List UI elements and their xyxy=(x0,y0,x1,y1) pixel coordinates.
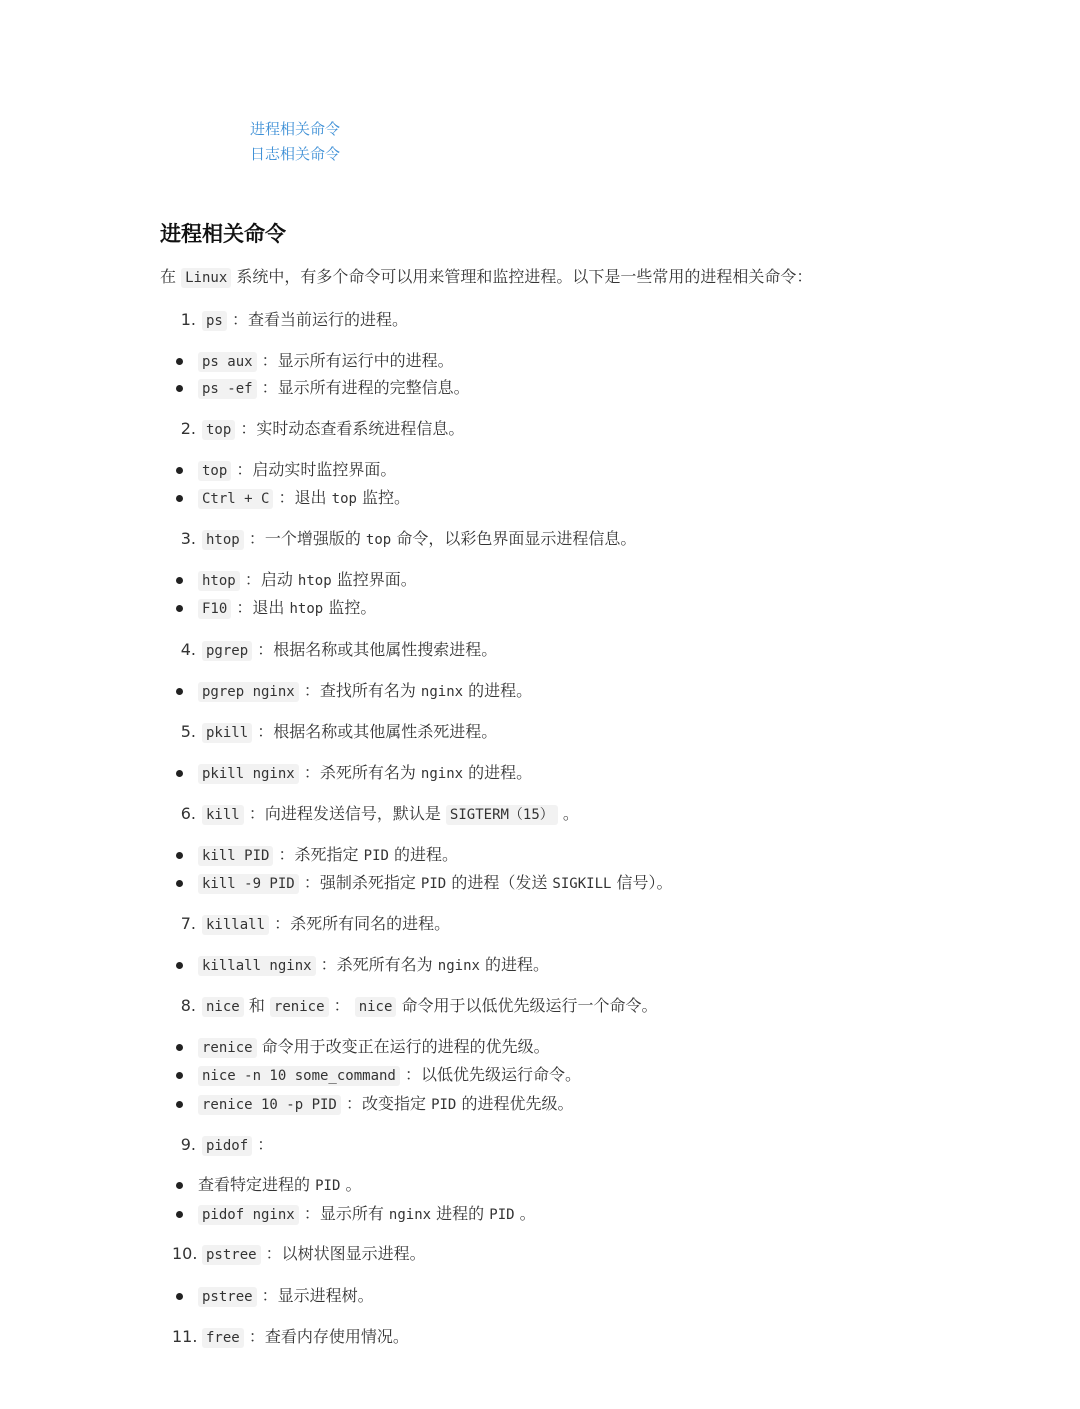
inline-code: free xyxy=(202,1328,244,1348)
bullet-icon xyxy=(176,605,183,612)
inline-code: pstree xyxy=(198,1287,257,1307)
bullet-icon xyxy=(176,880,183,887)
bullet-icon xyxy=(176,385,183,392)
inline-code: Ctrl + C xyxy=(198,489,273,509)
inline-mono: nginx xyxy=(437,958,480,974)
toc-link-process-commands[interactable]: 进程相关命令 xyxy=(250,120,341,138)
bullet-item xyxy=(198,1173,362,1198)
item-description: 命令，以彩色界面显示进程信息。 xyxy=(396,529,637,548)
item-number: 5. xyxy=(180,722,196,741)
inline-code: nice -n 10 some_command xyxy=(198,1066,400,1086)
inline-mono: htop xyxy=(297,573,332,589)
item-description: ：强制杀死指定 xyxy=(303,873,416,892)
numbered-item xyxy=(172,802,579,827)
inline-code: ps xyxy=(202,311,227,331)
numbered-item xyxy=(172,417,464,442)
inline-code: htop xyxy=(198,571,240,591)
numbered-item xyxy=(172,720,497,745)
item-description: ：退出 xyxy=(278,488,327,507)
bullet-icon xyxy=(176,770,183,777)
bullet-item xyxy=(198,1284,374,1309)
bullet-item xyxy=(198,1035,550,1060)
item-description: 的进程优先级。 xyxy=(461,1094,574,1113)
bullet-item xyxy=(198,596,376,621)
bullet-item xyxy=(198,349,454,374)
inline-mono: SIGKILL xyxy=(552,876,612,892)
inline-code: top xyxy=(198,461,231,481)
inline-code: nice xyxy=(355,997,397,1017)
numbered-item xyxy=(172,994,658,1019)
item-description: 命令用于改变正在运行的进程的优先级。 xyxy=(261,1037,550,1056)
item-description: 进程的 xyxy=(436,1204,485,1223)
inline-code: SIGTERM（15） xyxy=(446,805,558,825)
bullet-item xyxy=(198,486,410,511)
bullet-icon xyxy=(176,1211,183,1218)
item-description: ：查找所有名为 xyxy=(303,681,416,700)
item-description: 信号）。 xyxy=(616,873,673,892)
inline-mono: nginx xyxy=(388,1207,432,1223)
inline-code: htop xyxy=(202,530,244,550)
item-description: 的进程。 xyxy=(485,955,550,974)
bullet-item xyxy=(198,679,532,704)
item-number: 7. xyxy=(180,914,196,933)
bullet-icon xyxy=(176,577,183,584)
item-description: ：杀死所有名为 xyxy=(303,763,416,782)
item-description: ：显示进程树。 xyxy=(261,1286,374,1305)
inline-code: ps aux xyxy=(198,352,257,372)
bullet-icon xyxy=(176,1293,183,1300)
item-number: 4. xyxy=(180,640,196,659)
item-description: ：杀死所有名为 xyxy=(320,955,433,974)
item-description: 的进程。 xyxy=(468,681,533,700)
item-description: ：杀死指定 xyxy=(278,845,359,864)
item-description: 监控。 xyxy=(362,488,411,507)
inline-mono: nginx xyxy=(420,684,464,700)
bullet-item xyxy=(198,761,532,786)
item-description: ：查看内存使用情况。 xyxy=(248,1327,409,1346)
inline-code: pidof nginx xyxy=(198,1205,299,1225)
bullet-item xyxy=(198,1063,581,1088)
item-number: 6. xyxy=(180,804,196,823)
item-description: 。 xyxy=(519,1204,536,1223)
table-of-contents xyxy=(250,117,340,167)
item-description: ：向进程发送信号，默认是 xyxy=(248,804,441,823)
inline-code: renice 10 -p PID xyxy=(198,1095,341,1115)
inline-code: top xyxy=(202,420,235,440)
item-description: ：显示所有 xyxy=(303,1204,384,1223)
bullet-icon xyxy=(176,852,183,859)
bullet-icon xyxy=(176,962,183,969)
item-description: 和 xyxy=(248,996,265,1015)
item-description: ：以树状图显示进程。 xyxy=(265,1244,426,1263)
toc-link-log-commands[interactable]: 日志相关命令 xyxy=(250,145,341,163)
inline-code: pgrep xyxy=(202,641,252,661)
intro-inline-code: Linux xyxy=(181,268,231,288)
intro-text-pre: 在 xyxy=(160,267,177,286)
bullet-icon xyxy=(176,1072,183,1079)
item-description: ：根据名称或其他属性搜索进程。 xyxy=(257,640,498,659)
item-number: 1. xyxy=(180,310,196,329)
item-description: 的进程（发送 xyxy=(451,873,548,892)
item-description: 。 xyxy=(562,804,579,823)
intro-paragraph xyxy=(160,265,812,290)
numbered-item xyxy=(172,1133,273,1158)
item-number: 11. xyxy=(172,1327,198,1346)
bullet-icon xyxy=(176,1044,183,1051)
item-number: 2. xyxy=(180,419,196,438)
numbered-item xyxy=(172,1325,409,1350)
bullet-icon xyxy=(176,467,183,474)
item-description: ：实时动态查看系统进程信息。 xyxy=(240,419,465,438)
item-description: 命令用于以低优先级运行一个命令。 xyxy=(401,996,658,1015)
item-description: ：启动 xyxy=(244,570,293,589)
inline-code: killall nginx xyxy=(198,956,316,976)
item-description: ：杀死所有同名的进程。 xyxy=(274,914,451,933)
item-description: 监控。 xyxy=(328,598,377,617)
inline-mono: PID xyxy=(489,1207,515,1223)
inline-code: kill PID xyxy=(198,846,273,866)
bullet-item xyxy=(198,376,470,401)
bullet-item xyxy=(198,871,673,896)
item-description: ：根据名称或其他属性杀死进程。 xyxy=(257,722,498,741)
bullet-icon xyxy=(176,1101,183,1108)
item-number: 3. xyxy=(180,529,196,548)
item-description: 的进程。 xyxy=(394,845,459,864)
item-description: ：启动实时监控界面。 xyxy=(236,460,397,479)
item-description: 监控界面。 xyxy=(336,570,417,589)
inline-code: pgrep nginx xyxy=(198,682,299,702)
bullet-item xyxy=(198,458,396,483)
inline-mono: top xyxy=(331,491,357,507)
numbered-item xyxy=(172,1242,426,1267)
bullet-item xyxy=(198,1202,536,1227)
inline-code: ps -ef xyxy=(198,379,257,399)
bullet-icon xyxy=(176,1182,183,1189)
item-number: 9. xyxy=(180,1135,196,1154)
item-description: ：以低优先级运行命令。 xyxy=(404,1065,581,1084)
item-description: ： xyxy=(257,1135,274,1154)
inline-code: pidof xyxy=(202,1136,252,1156)
item-description: ： xyxy=(333,996,350,1015)
inline-code: F10 xyxy=(198,599,231,619)
item-description: ：改变指定 xyxy=(345,1094,426,1113)
item-number: 10. xyxy=(172,1244,198,1263)
item-number: 8. xyxy=(180,996,196,1015)
inline-mono: nginx xyxy=(420,766,464,782)
inline-code: pstree xyxy=(202,1245,261,1265)
intro-text-post: 系统中，有多个命令可以用来管理和监控进程。以下是一些常用的进程相关命令： xyxy=(236,267,813,286)
inline-mono: htop xyxy=(289,601,324,617)
inline-mono: PID xyxy=(315,1178,341,1194)
bullet-item xyxy=(198,568,417,593)
numbered-item xyxy=(172,308,408,333)
inline-mono: PID xyxy=(431,1097,457,1113)
inline-code: kill -9 PID xyxy=(198,874,299,894)
item-description: 的进程。 xyxy=(468,763,533,782)
inline-mono: PID xyxy=(420,876,447,892)
inline-code: nice xyxy=(202,997,244,1017)
numbered-item xyxy=(172,638,497,663)
item-description: ：显示所有运行中的进程。 xyxy=(261,351,454,370)
section-heading: 进程相关命令 xyxy=(160,222,286,246)
item-text: 查看特定进程的 xyxy=(198,1175,311,1194)
bullet-icon xyxy=(176,358,183,365)
item-description: ：退出 xyxy=(236,598,285,617)
inline-code: renice xyxy=(198,1038,257,1058)
inline-code: pkill xyxy=(202,723,252,743)
bullet-item xyxy=(198,1092,573,1117)
inline-code: killall xyxy=(202,915,269,935)
numbered-item xyxy=(172,912,450,937)
inline-code: renice xyxy=(270,997,329,1017)
item-description: ：查看当前运行的进程。 xyxy=(231,310,408,329)
item-description: ：一个增强版的 xyxy=(248,529,361,548)
numbered-item xyxy=(172,527,636,552)
bullet-icon xyxy=(176,688,183,695)
inline-code: pkill nginx xyxy=(198,764,299,784)
inline-code: kill xyxy=(202,805,244,825)
item-description: 。 xyxy=(345,1175,362,1194)
bullet-icon xyxy=(176,495,183,502)
bullet-item xyxy=(198,953,549,978)
inline-mono: PID xyxy=(363,848,389,864)
inline-mono: top xyxy=(365,532,392,548)
bullet-item xyxy=(198,843,458,868)
item-description: ：显示所有进程的完整信息。 xyxy=(261,378,470,397)
